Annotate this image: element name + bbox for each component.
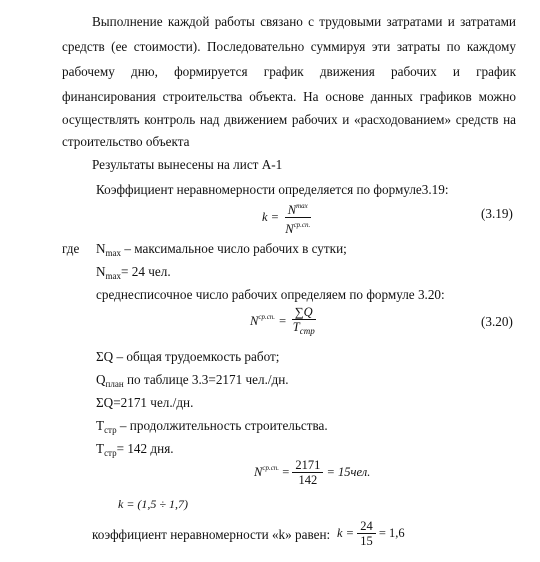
paragraph-line-4: финансирования строительства объекта. На основе данных графиков можно (62, 89, 516, 104)
tstr-symbol: T (96, 418, 105, 433)
eq320-lhs-sup: ср.сп. (258, 312, 276, 321)
equation-number-3-20: (3.20) (481, 314, 513, 329)
tstr-value-text: = 142 дня. (116, 441, 174, 456)
paragraph-line-3: рабочему дню, формируется график движения рабочих и график (62, 64, 516, 79)
sumq-value: ΣQ=2171 чел./дн. (96, 395, 194, 410)
equation-number-3-19: (3.19) (481, 206, 513, 221)
nmax-definition-text: – максимальное число рабочих в сутки; (121, 241, 347, 256)
final-result: = 1,6 (378, 525, 405, 540)
eq320-equals: = (278, 313, 287, 328)
calc-numerator: 2171 (292, 459, 323, 473)
tstr-subscript: стр (104, 425, 117, 435)
paragraph-line-2: средств (ее стоимости). Последовательно суммируя эти затраты по каждому (62, 39, 516, 54)
final-lhs: k = (337, 525, 355, 540)
eq319-num-base: N (287, 203, 297, 217)
tstr-value-symbol: T (96, 441, 105, 456)
qplan-text: по таблице 3.3=2171 чел./дн. (123, 372, 289, 387)
nmax-value-text: = 24 чел. (121, 264, 171, 279)
final-numerator: 24 (357, 520, 376, 534)
paragraph-line-5: осуществлять контроль над движением рабочих и «расходованием» средств на (62, 112, 516, 127)
final-equation (337, 520, 405, 548)
calc-lhs-base: N (254, 464, 263, 479)
nmax-symbol: N (96, 241, 106, 256)
eq320-lhs-base: N (250, 313, 259, 328)
eq320-numerator: ∑Q (292, 306, 316, 320)
final-fraction (357, 520, 376, 548)
nmax-value-subscript: max (105, 271, 122, 281)
final-denominator: 15 (360, 534, 373, 548)
eq319-den-sup: ср.сп. (293, 221, 311, 229)
where-label: где (62, 241, 80, 256)
eq319-num-sup: max (296, 202, 308, 210)
k-range: k = (1,5 ÷ 1,7) (118, 497, 189, 511)
calc-denominator: 142 (298, 473, 318, 487)
eq320-den-sub: стр (299, 326, 315, 336)
eq319-lhs: k = (262, 209, 280, 224)
eq320-den-base: T (292, 320, 300, 334)
equation-3-19 (262, 200, 313, 236)
tstr-value-subscript: стр (104, 448, 117, 458)
nmax-subscript: max (105, 248, 122, 258)
calculation-equation (254, 459, 370, 487)
calc-lhs-sup: ср.сп. (262, 463, 280, 472)
coefficient-intro: Коэффициент неравномерности определяется по формуле3.19: (96, 182, 449, 197)
qplan-symbol: Q (96, 372, 106, 387)
results-note: Результаты вынесены на лист А-1 (92, 157, 283, 172)
equation-3-20 (250, 306, 318, 338)
sumq-definition: ΣQ – общая трудоемкость работ; (96, 349, 280, 364)
nmax-value-symbol: N (96, 264, 106, 279)
paragraph-line-1: Выполнение каждой работы связано с трудовыми затратами и затратами (92, 14, 516, 29)
eq319-fraction (282, 200, 313, 236)
calc-fraction (292, 459, 323, 487)
qplan-subscript: план (105, 379, 124, 389)
paragraph-line-6: строительство объекта (62, 134, 190, 149)
eq319-den-base: N (285, 222, 294, 236)
tstr-definition-text: – продолжительность строительства. (116, 418, 328, 433)
tstr-value (96, 437, 174, 466)
final-statement: коэффициент неравномерности «k» равен: (92, 527, 331, 542)
eq320-fraction (290, 306, 318, 338)
average-intro: среднесписочное число рабочих определяем по формуле 3.20: (96, 287, 445, 302)
calc-equals: = (282, 464, 290, 479)
calc-result: = 15чел. (326, 464, 371, 479)
